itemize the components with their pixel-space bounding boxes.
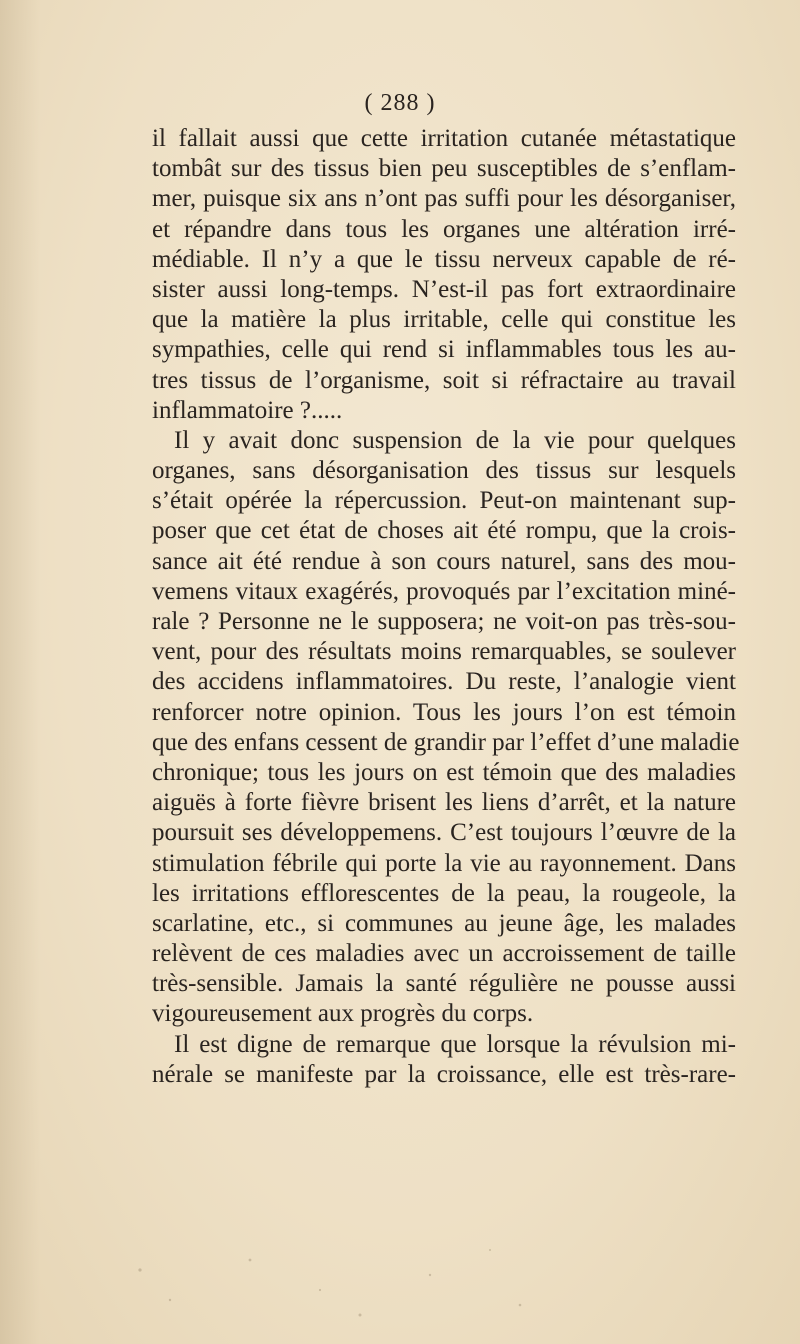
text-line: il fallait aussi que cette irritation cutanée métastatique	[152, 125, 736, 152]
text-line: inflammatoire ?.....	[152, 396, 343, 424]
text-line: nérale se manifeste par la croissance, elle est très-rare-	[152, 1060, 736, 1088]
body-text	[152, 124, 740, 1090]
page-gutter-shadow	[0, 0, 40, 1344]
text-line: que la matière la plus irritable, celle qui constitue les	[152, 306, 736, 334]
text-line: aiguës à forte fièvre brisent les liens d’arrêt, et la nature	[152, 789, 736, 817]
text-line: Il est digne de remarque que lorsque la révulsion mi-	[174, 1030, 736, 1058]
text-line: que des enfans cessent de grandir par l’effet d’une maladie	[152, 728, 740, 756]
text-line: renforcer notre opinion. Tous les jours l’on est témoin	[152, 698, 736, 726]
text-line: mer, puisque six ans n’ont pas suffi pour les désorganiser,	[152, 185, 736, 213]
text-line: s’était opérée la répercussion. Peut-on maintenant sup-	[152, 487, 736, 515]
text-line: les irritations efflorescentes de la peau, la rougeole, la	[152, 879, 736, 907]
text-line: organes, sans désorganisation des tissus sur lesquels	[152, 457, 736, 485]
text-line: tres tissus de l’organisme, soit si réfractaire au travail	[152, 366, 736, 394]
text-line: sympathies, celle qui rend si inflammables tous les au-	[152, 336, 736, 364]
text-line: Il y avait donc suspension de la vie pour quelques	[174, 426, 736, 454]
text-line: tombât sur des tissus bien peu susceptibles de s’enflam-	[152, 155, 736, 183]
text-line: chronique; tous les jours on est témoin que des maladies	[152, 758, 736, 786]
text-line: et répandre dans tous les organes une altération irré-	[152, 215, 736, 243]
paragraph	[152, 1030, 736, 1090]
paragraph	[152, 124, 736, 426]
text-line: sister aussi long-temps. N’est-il pas fort extraordinaire	[152, 275, 736, 303]
paragraph	[152, 426, 740, 1030]
text-line: des accidens inflammatoires. Du reste, l’analogie vient	[152, 668, 736, 696]
text-line: très-sensible. Jamais la santé régulière ne pousse aussi	[152, 970, 736, 998]
text-line: rale ? Personne ne le supposera; ne voit-on pas très-sou-	[152, 608, 736, 635]
text-line: poser que cet état de choses ait été rompu, que la crois-	[152, 517, 736, 545]
text-line: vent, pour des résultats moins remarquables, se soulever	[152, 638, 736, 666]
page-number: ( 288 )	[364, 90, 436, 116]
text-line: sance ait été rendue à son cours naturel, sans des mou-	[152, 547, 736, 575]
text-line: relèvent de ces maladies avec un accroissement de taille	[152, 940, 736, 968]
paper-stains	[110, 1230, 530, 1330]
text-line: stimulation fébrile qui porte la vie au rayonnement. Dans	[152, 849, 736, 877]
text-line: poursuit ses développemens. C’est toujours l’œuvre de la	[152, 819, 736, 847]
text-line: vigoureusement aux progrès du corps.	[152, 1000, 534, 1028]
text-line: vemens vitaux exagérés, provoqués par l’excitation miné-	[152, 577, 736, 605]
text-line: médiable. Il n’y a que le tissu nerveux capable de ré-	[152, 245, 736, 273]
text-line: scarlatine, etc., si communes au jeune âge, les malades	[152, 909, 736, 937]
